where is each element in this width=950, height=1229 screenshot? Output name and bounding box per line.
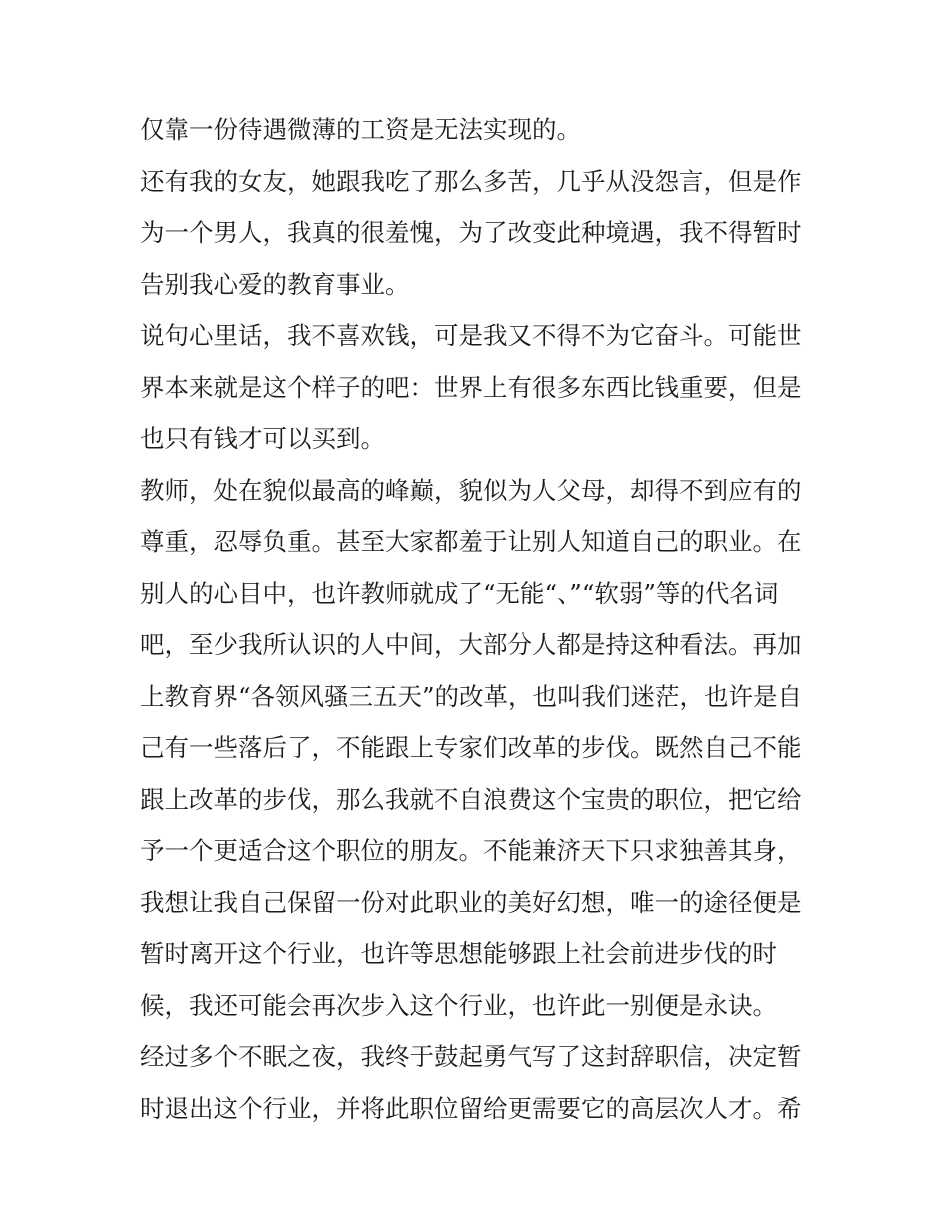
text-line: 尊重，忍辱负重。甚至大家都羞于让别人知道自己的职业。在: [140, 527, 802, 556]
text-line: 跟上改革的步伐，那么我就不自浪费这个宝贵的职位，把它给: [140, 784, 802, 814]
text-line: 说句心里话，我不喜欢钱，可是我又不得不为它奋斗。可能世: [140, 321, 802, 350]
text-line: 告别我心爱的教育事业。: [140, 269, 410, 299]
document-body: [140, 108, 816, 1138]
text-line: 我想让我自己保留一份对此职业的美好幻想，唯一的途径便是: [140, 887, 802, 917]
text-line: 暂时离开这个行业，也许等思想能够跟上社会前进步伐的时: [140, 939, 777, 968]
text-line: 己有一些落后了，不能跟上专家们改革的步伐。既然自己不能: [140, 733, 802, 762]
text-line: 上教育界“各领风骚三五天”的改革，也叫我们迷茫，也许是自: [140, 681, 803, 711]
text-line: 时退出这个行业，并将此职位留给更需要它的高层次人才。希: [140, 1093, 802, 1123]
text-line: 仅靠一份待遇微薄的工资是无法实现的。: [140, 115, 581, 144]
text-line: 也只有钱才可以买到。: [140, 424, 385, 453]
text-line: 为一个男人，我真的很羞愧，为了改变此种境遇，我不得暂时: [140, 218, 802, 247]
text-line: 还有我的女友，她跟我吃了那么多苦，几乎从没怨言，但是作: [140, 166, 802, 196]
text-line: 经过多个不眠之夜，我终于鼓起勇气写了这封辞职信，决定暂: [140, 1042, 802, 1071]
text-line: 界本来就是这个样子的吧：世界上有很多东西比钱重要，但是: [140, 372, 802, 402]
text-line: 教师，处在貌似最高的峰巅，貌似为人父母，却得不到应有的: [140, 475, 802, 505]
text-line: 吧，至少我所认识的人中间，大部分人都是持这种看法。再加: [140, 630, 802, 659]
text-line: 候，我还可能会再次步入这个行业，也许此一别便是永诀。: [140, 990, 777, 1020]
text-line: 别人的心目中，也许教师就成了“无能“、”“软弱”等的代名词: [140, 578, 779, 608]
text-line: 予一个更适合这个职位的朋友。不能兼济天下只求独善其身，: [140, 836, 802, 865]
